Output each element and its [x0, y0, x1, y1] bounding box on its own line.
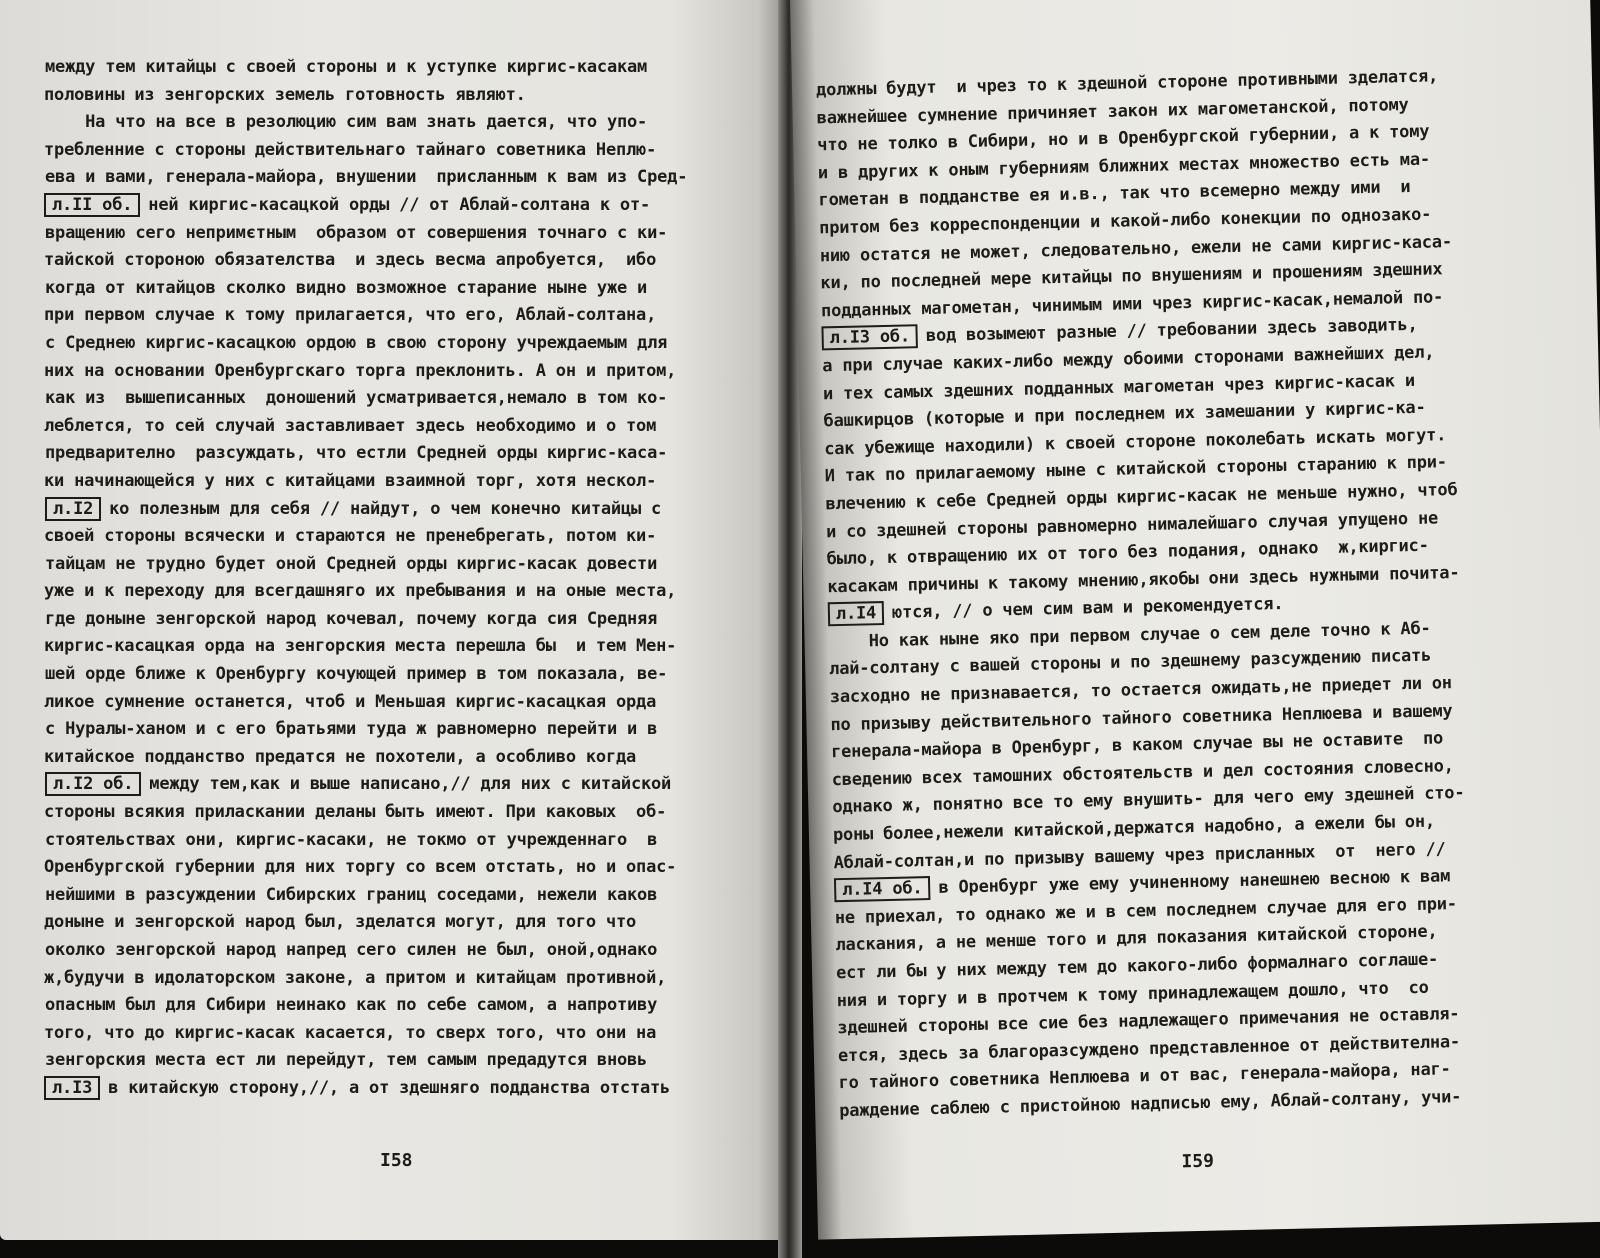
line-text: генерала-майора в Оренбург, в каком случае вы не оставите по [830, 728, 1444, 763]
line-text: требленние с стороны действительнаго тайнаго советника Неплю- [44, 139, 657, 160]
line-text: ласкания, а не менше того и для показания китайской стороне, [835, 921, 1438, 956]
line-text: И так по прилагаемому ныне с китайской стороны старанию к при- [824, 452, 1448, 487]
line-text: когда от китайцов сколко видно возможное старание ныне уже и [45, 277, 648, 298]
text-line [44, 799, 744, 827]
line-text: ки, по последней мере китайцы по внушениям и прошениям здешних [820, 259, 1443, 294]
line-text: и в других к оным губерниям ближних местах множество есть ма- [817, 149, 1431, 184]
line-text: что не толко в Сибири, но и в Оренбургской губернии, а к тому [817, 121, 1430, 156]
line-text: должны будут и чрез то к здешной стороне противными зделатся, [815, 66, 1439, 101]
text-line [44, 358, 744, 386]
text-line [45, 992, 745, 1020]
line-text: киргис-касацкая орда на зенгорския места перешла бы и тем Мен- [44, 636, 677, 657]
folio-reference: л.I4 об. [834, 876, 931, 902]
text-line [44, 633, 744, 661]
text-line [45, 716, 745, 744]
line-text: ния и торгу и в протчем к тому принадлежащем дошло, что со [836, 977, 1429, 1011]
line-text: вод возымеют разные // требовании здесь заводить, [925, 315, 1418, 347]
line-text: ется, здесь за благоразсуждено представленное от действителна- [837, 1031, 1461, 1066]
line-text: между тем китайцы с своей стороны и к уступке киргис-касакам [45, 57, 648, 77]
line-text: стороны всякия приласкании деланы быть имеют. При каковых об- [44, 802, 667, 823]
line-text: На что на все в резолюцию сим вам знать дается, что упо- [45, 112, 648, 133]
line-text: леблется, то сей случай заставливает здесь необходимо и о том [44, 415, 657, 436]
folio-reference: л.I2 об. [45, 772, 141, 796]
text-line [45, 882, 745, 910]
folio-reference: л.I3 об. [821, 325, 918, 351]
line-text: ней киргис-касацкой орды // от Аблай-солтана к от- [148, 194, 651, 215]
text-line [44, 854, 744, 882]
folio-reference: л.II об. [44, 193, 140, 217]
line-text: с Нуралы-ханом и с его братьями туда ж равномерно перейти и в [45, 719, 658, 740]
line-text: при первом случае к тому прилагается, что его, Аблай-солтана, [44, 305, 657, 326]
text-line [45, 771, 745, 799]
line-text: однако ж, понятно все то ему внушить- для чего ему здешней сто- [832, 783, 1465, 818]
text-line [45, 551, 745, 579]
line-text: тайцам не трудно будет оной Средней орды киргис-касак довести [45, 553, 658, 574]
line-text: а при случае каких-либо между обоими сторонами важнейших дел, [822, 342, 1435, 377]
page-number: I58 [380, 1150, 413, 1171]
line-text: опасным был для Сибири неинако как по себе самом, а напротиву [45, 995, 658, 1016]
right-page [790, 0, 1600, 1240]
text-line [44, 413, 744, 441]
line-text: и со здешней стороны равномерно нималейшаго случая упущено не [825, 507, 1439, 542]
text-line [45, 606, 745, 634]
text-line [44, 1020, 744, 1048]
text-line [45, 496, 745, 524]
line-text: Оренбургской губернии для них торгу со всем отстать, но и опас- [44, 857, 677, 878]
line-text: вращению сего непримєтным образом от совершения точнаго с ки- [45, 222, 668, 243]
left-page-text [44, 54, 744, 1103]
line-text: ются, // о чем сим вам и рекомендуется. [891, 594, 1284, 624]
text-line [45, 661, 745, 689]
right-page-text [816, 61, 1550, 1125]
line-text: где доныне зенгорской народ кочевал, почему когда сия Средняя [45, 608, 658, 629]
line-text: касакам причины к такому мнению,якобы они здесь нужными почита- [827, 562, 1460, 597]
line-text: доныне и зенгорской народ был, зделатся могут, для того что [44, 912, 637, 933]
line-text: ева и вами, генерала-майора, внушении присланным к вам из Сред- [45, 167, 688, 188]
line-text: зенгорския места ест ли перейдут, тем самым предадутся вновь [45, 1050, 648, 1071]
line-text: здешней стороны все сие без надлежащего примечания не оставля- [837, 1004, 1460, 1039]
line-text: тайской стороною обязателства и здесь весма апробуется, ибо [44, 250, 657, 271]
text-line [44, 192, 744, 220]
text-line [44, 523, 744, 551]
line-text: го тайного советника Неплюева и от вас, генерала-майора, наг- [838, 1059, 1451, 1094]
page-number: I59 [1181, 1150, 1215, 1173]
line-text: важнейшее сумнение причиняет закон их магометанской, потому [816, 94, 1409, 129]
line-text: ки начинающейся у них с китайцами взаимной торг, хотя нескол- [44, 470, 657, 491]
folio-reference: л.I2 [45, 497, 101, 521]
text-line [44, 909, 744, 937]
text-line [44, 137, 744, 165]
line-text: по призыву действительного тайного советника Неплюева и вашему [830, 700, 1453, 735]
line-text: башкирцов (которые и при последнем их замешании у киргис-ка- [823, 397, 1426, 432]
text-line [45, 440, 745, 468]
text-line [44, 302, 744, 330]
text-line [45, 220, 745, 248]
line-text: гометан в подданстве ея и.в., так что всемерно между ими и [818, 177, 1411, 211]
line-text: не приехал, то однако же и в сем последнем случае для его при- [834, 893, 1458, 929]
folio-reference: л.I4 [828, 601, 885, 626]
text-line [45, 330, 745, 358]
line-text: подданных магометан, чинимым ими чрез киргис-касак,немалой по- [820, 287, 1444, 322]
line-text: шей орде ближе к Оренбургу кочующей пример в том показала, ве- [45, 664, 668, 685]
text-line [45, 54, 745, 82]
line-text: ликое сумнение останется, чтоб и Меньшая киргис-касацкая орда [44, 691, 657, 712]
text-line [44, 82, 744, 110]
text-line [44, 468, 744, 496]
line-text: было, к отвращению их от того без подания, однако ж,киргис- [826, 535, 1429, 570]
line-text: ест ли бы у них между тем до какого-либо формалнаго соглаше- [835, 949, 1439, 984]
line-text: в Оренбург уже ему учиненному нанешнею весною к вам [938, 866, 1451, 899]
line-text: Аблай-солтан,и по призыву вашему чрез присланных от него // [833, 838, 1446, 873]
line-text: засходно не признавается, то остается ожидать,не приедет ли он [829, 673, 1453, 708]
line-text: китайское подданство предатся не похотели, а особливо когда [44, 746, 637, 767]
line-text: сведению всех тамошних обстоятельств и дел состояния словесно, [831, 755, 1454, 791]
line-text: ж,будучи в идолаторском законе, а притом и китайцам противной, [44, 967, 667, 988]
line-text: между тем,как и выше написано,// для них с китайской [149, 774, 672, 795]
text-line [45, 937, 745, 965]
line-text: ко полезным для себя // найдут, о чем конечно китайцы с [109, 498, 662, 519]
line-text: роны более,нежели китайской,держатся надобно, а ежели бы он, [832, 811, 1436, 846]
text-line [44, 247, 744, 275]
line-text: околко зенгорской народ напред сего силен не был, оной,однако [45, 940, 658, 960]
folio-reference: л.I3 [44, 1076, 100, 1100]
line-text: них на основании Оренбургскаго торга преклонить. А он и притом, [44, 360, 677, 381]
line-text: стоятельствах они, киргис-касаки, не токмо от учрежденнаго в [45, 829, 658, 850]
text-line [45, 164, 745, 192]
line-text: лай-солтану с вашей стороны и по здешнему разсуждению писать [828, 646, 1432, 680]
text-line [45, 275, 745, 303]
line-text: раждение саблею с пристойною надписью ему, Аблай-солтану, учи- [838, 1087, 1462, 1122]
line-text: притом без корреспонденции и какой-либо конекции по однозако- [818, 204, 1432, 239]
line-text: нию остатся не может, следовательно, ежели не сами киргис-каса- [819, 231, 1453, 266]
text-line [44, 1075, 744, 1103]
line-text: нейшими в разсуждении Сибирских границ соседами, нежели каков [45, 884, 658, 905]
text-line [44, 965, 744, 993]
line-text: с Среднею киргис-касацкою ордою в свою сторону учреждаемым для [45, 332, 668, 353]
line-text: Но как ныне яко при первом случае о сем деле точно к Аб- [828, 618, 1431, 653]
text-line [44, 744, 744, 772]
text-line [45, 827, 745, 855]
line-text: предварително разсуждать, что естли Средней орды киргис-каса- [45, 443, 668, 464]
left-page [0, 0, 790, 1240]
text-line [45, 385, 745, 413]
line-text: того, что до киргис-касак касается, то сверх того, что они на [44, 1022, 657, 1043]
line-text: сак убежище находили) к своей стороне поколебать искать могут. [823, 424, 1447, 460]
line-text: уже и к переходу для всегдашняго их пребывания и на оные места, [44, 581, 677, 602]
text-line [44, 689, 744, 717]
line-text: своей стороны всячески и стараются не пренебрегать, потом ки- [44, 526, 657, 547]
text-line [44, 578, 744, 606]
line-text: в китайскую сторону,//, а от здешняго подданства отстать [108, 1077, 671, 1098]
line-text: половины из зенгорских земель готовность являют. [44, 84, 526, 105]
line-text: как из вышеписанных доношений усматривается,немало в том ко- [45, 388, 668, 409]
text-line [45, 1047, 745, 1075]
line-text: влечению к себе Средней орды киргис-касак не меньше нужно, чтоб [825, 479, 1458, 515]
line-text: и тех самых здешних подданных магометан чрез киргис-касак и [822, 370, 1416, 404]
text-line [45, 109, 745, 137]
